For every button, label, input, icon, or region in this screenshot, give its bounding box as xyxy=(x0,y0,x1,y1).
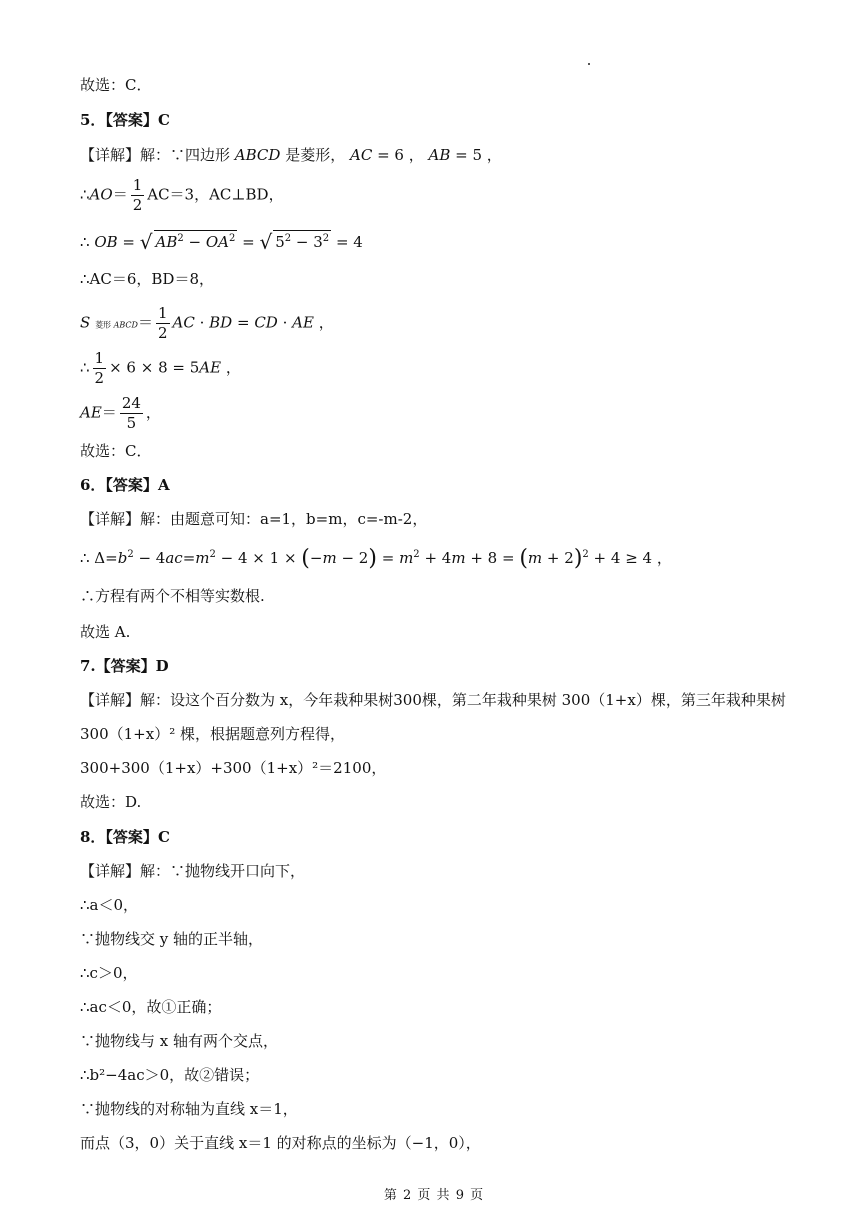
q5-text-b: 是菱形， xyxy=(285,146,346,164)
q5-line-4: ∴AC＝6，BD＝8， xyxy=(80,270,214,288)
q6-conclusion: 故选 A. xyxy=(80,623,131,641)
scan-dot xyxy=(588,63,590,65)
q7-line-1: 【详解】解：设这个百分数为 x，今年栽种果树300棵，第二年栽种果树 300（1+x）棵，第三年栽种果树 xyxy=(80,691,786,709)
q5-line-3: ∴ OB = √ $AB^2 - OA^2$ = √ $5^2 - 3^2 = 4$ xyxy=(80,230,363,254)
q6-line-3: ∴方程有两个不相等实数根. xyxy=(80,587,265,605)
q7-conclusion: 故选：D. xyxy=(80,793,142,811)
q8-line-2: ∴a＜0， xyxy=(80,896,139,914)
q5-line-6: ∴ $\frac{1}{2}$ × 6 × 8 = 5AE ， xyxy=(80,349,241,387)
q5-text-a: 【详解】解：∵四边形 xyxy=(80,146,231,164)
q8-line-3: ∵抛物线交 y 轴的正半轴， xyxy=(80,930,264,948)
q8-answer-heading: 8．【答案】C xyxy=(80,828,170,846)
q8-line-8: ∵抛物线的对称轴为直线 x＝1， xyxy=(80,1100,298,1118)
q6-line-2: ∴ $\Delta=b^2 - 4ac=m^2 - 4 \times 1 \times (-m - 2) = m^2 + 4m + 8 = (m + 2)^2 + 4 \ge 4$ ， xyxy=(80,546,672,571)
q5-line2-text: AC＝3，AC⊥BD， xyxy=(147,185,284,204)
q8-line-1: 【详解】解：∵抛物线开口向下， xyxy=(80,862,306,880)
q8-line-7: ∴b²−4ac＞0，故②错误； xyxy=(80,1066,260,1084)
q5-conclusion: 故选：C． xyxy=(80,442,152,460)
q6-line-1: 【详解】解：由题意可知：a=1，b=m，c=-m-2， xyxy=(80,510,428,528)
q7-line-3: 300+300（1+x）+300（1+x）²＝2100， xyxy=(80,759,387,777)
q8-line-4: ∴c＞0， xyxy=(80,964,138,982)
q8-line-5: ∴ac＜0，故①正确； xyxy=(80,998,222,1016)
page-footer: 第 2 页 共 9 页 xyxy=(383,1188,485,1203)
q4-conclusion: 故选：C． xyxy=(80,76,152,94)
q5-line-5: S 菱形 ABCD＝ $\frac{1}{2}$ AC · BD = CD · AE ， xyxy=(80,304,334,342)
q7-answer-heading: 7.【答案】D xyxy=(80,657,169,675)
q5-therefore: ∴ xyxy=(80,185,90,204)
q8-line-9: 而点（3，0）关于直线 x＝1 的对称点的坐标为（−1，0）， xyxy=(80,1134,481,1152)
q8-line-6: ∵抛物线与 x 轴有两个交点， xyxy=(80,1032,278,1050)
q5-line-7: AE＝ $\frac{24}{5}$ ， xyxy=(80,394,161,432)
q5-answer-heading: 5．【答案】C xyxy=(80,111,170,129)
q5-line-2: ∴AO＝ $\frac{1}{2}$ AC＝3，AC⊥BD， xyxy=(80,176,284,214)
q5-line-1: 【详解】解：∵四边形 ABCD 是菱形， AC = 6 ， AB = 5 ， xyxy=(80,146,502,164)
q6-answer-heading: 6．【答案】A xyxy=(80,476,170,494)
q7-line-2: 300（1+x）² 棵，根据题意列方程得， xyxy=(80,725,345,743)
